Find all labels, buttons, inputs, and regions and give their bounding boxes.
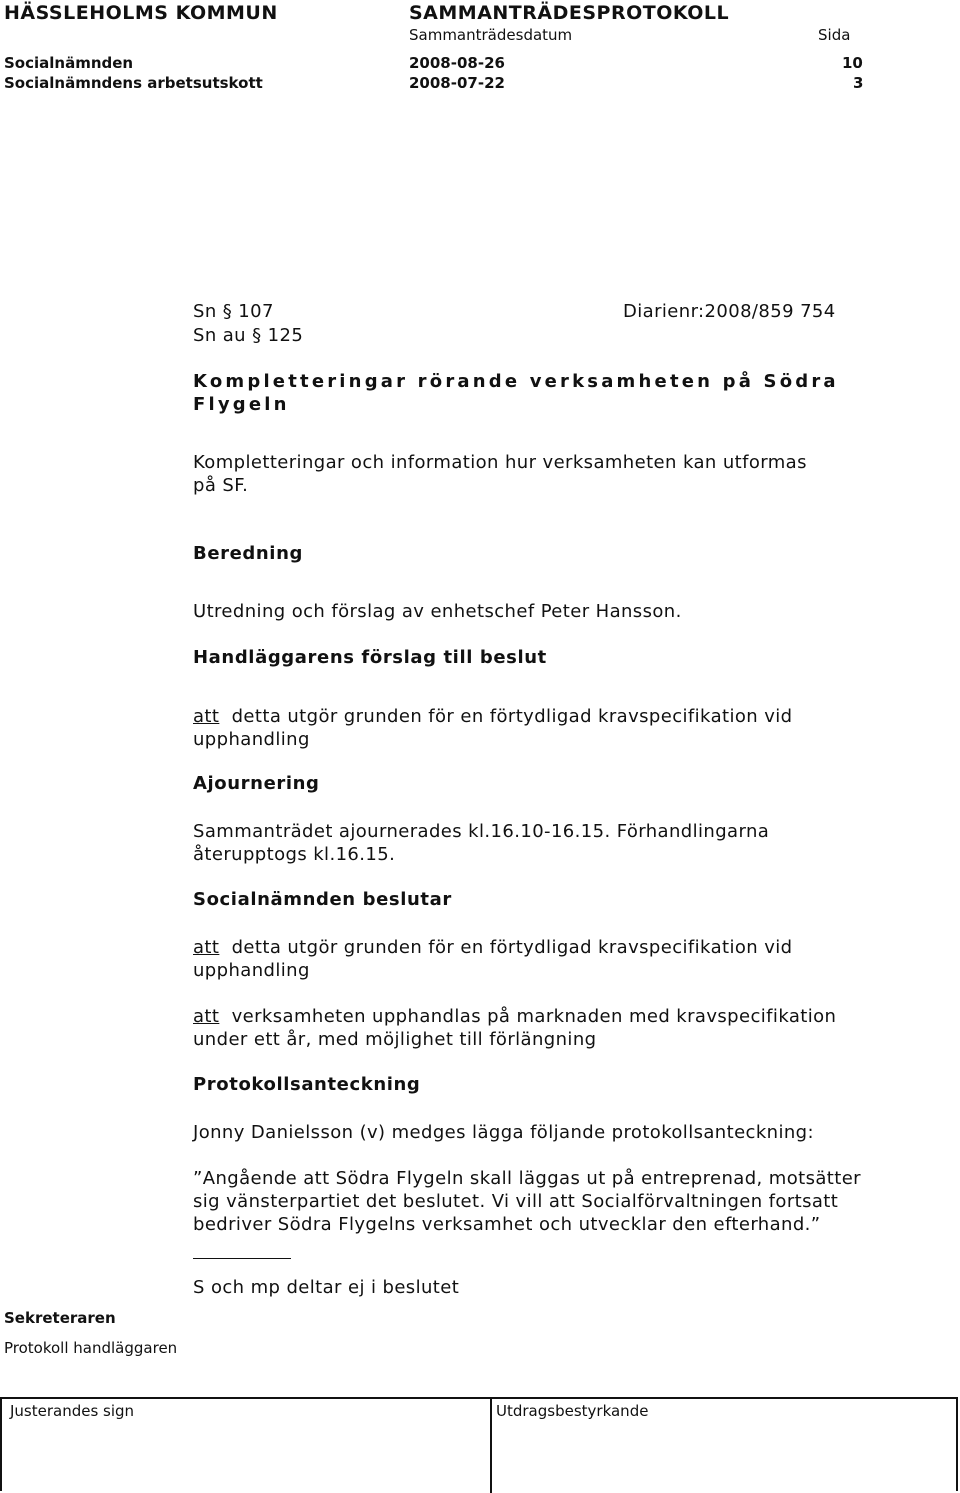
municipality-name: HÄSSLEHOLMS KOMMUN (4, 2, 278, 24)
decision1-line2: upphandling (193, 960, 310, 981)
adjourn-line2: återupptogs kl.16.15. (193, 844, 396, 865)
case-intro-line1: Kompletteringar och information hur verksamheten kan utformas (193, 452, 807, 473)
working-committee-page: 3 (853, 74, 864, 92)
diary-number: Diarienr:2008/859 754 (623, 301, 836, 322)
proposal-heading: Handläggarens förslag till beslut (193, 647, 547, 668)
decision1-line1 (193, 936, 792, 959)
protocol-title: SAMMANTRÄDESPROTOKOLL (409, 2, 730, 24)
sn-paragraph-ref: Sn § 107 (193, 301, 274, 322)
committee-date: 2008-08-26 (409, 54, 505, 72)
secretary-label: Sekreteraren (4, 1309, 116, 1327)
proposal-line1 (193, 705, 792, 728)
quote-line1: ”Angående att Södra Flygeln skall läggas ut på entreprenad, motsätter (193, 1168, 861, 1189)
sn-au-paragraph-ref: Sn au § 125 (193, 325, 304, 346)
justifier-sign-label: Justerandes sign (10, 1402, 135, 1420)
committee-page: 10 (842, 54, 863, 72)
att-keyword: att (193, 937, 220, 958)
att-keyword: att (193, 706, 220, 727)
adjourn-heading: Ajournering (193, 773, 320, 794)
adjourn-line1: Sammanträdet ajournerades kl.16.10-16.15. Förhandlingarna (193, 821, 770, 842)
decision1-text: detta utgör grunden för en förtydligad kravspecifikation vid (231, 937, 793, 958)
footer-divider (490, 1399, 492, 1493)
committee-name: Socialnämnden (4, 54, 134, 72)
beredning-text: Utredning och förslag av enhetschef Peter Hansson. (193, 601, 682, 622)
working-committee-date: 2008-07-22 (409, 74, 505, 92)
quote-line2: sig vänsterpartiet det beslutet. Vi vill att Socialförvaltningen fortsatt (193, 1191, 839, 1212)
proposal-text: detta utgör grunden för en förtydligad kravspecifikation vid (231, 706, 793, 727)
working-committee-name: Socialnämndens arbetsutskott (4, 74, 263, 92)
decision2-line1 (193, 1005, 836, 1028)
note-heading: Protokollsanteckning (193, 1074, 421, 1095)
case-intro-line2: på SF. (193, 475, 249, 496)
page-label: Sida (818, 26, 851, 44)
att-keyword: att (193, 1006, 220, 1027)
quote-line3: bedriver Södra Flygelns verksamhet och utvecklar den efterhand.” (193, 1214, 821, 1235)
case-title-line2: Flygeln (193, 394, 290, 415)
protocol-handler-label: Protokoll handläggaren (4, 1339, 178, 1357)
proposal-line2: upphandling (193, 729, 310, 750)
decision-heading: Socialnämnden beslutar (193, 889, 452, 910)
abstain-note: S och mp deltar ej i beslutet (193, 1277, 460, 1298)
meeting-date-label: Sammanträdesdatum (409, 26, 573, 44)
extract-certification-label: Utdragsbestyrkande (496, 1402, 649, 1420)
decision2-line2: under ett år, med möjlighet till förlängning (193, 1029, 597, 1050)
case-title-line1: Kompletteringar rörande verksamheten på Södra (193, 371, 839, 392)
signature-footer (0, 1397, 958, 1491)
beredning-heading: Beredning (193, 543, 303, 564)
separator-line (193, 1258, 291, 1259)
note-intro: Jonny Danielsson (v) medges lägga följande protokollsanteckning: (193, 1122, 814, 1143)
decision2-text: verksamheten upphandlas på marknaden med kravspecifikation (231, 1006, 837, 1027)
